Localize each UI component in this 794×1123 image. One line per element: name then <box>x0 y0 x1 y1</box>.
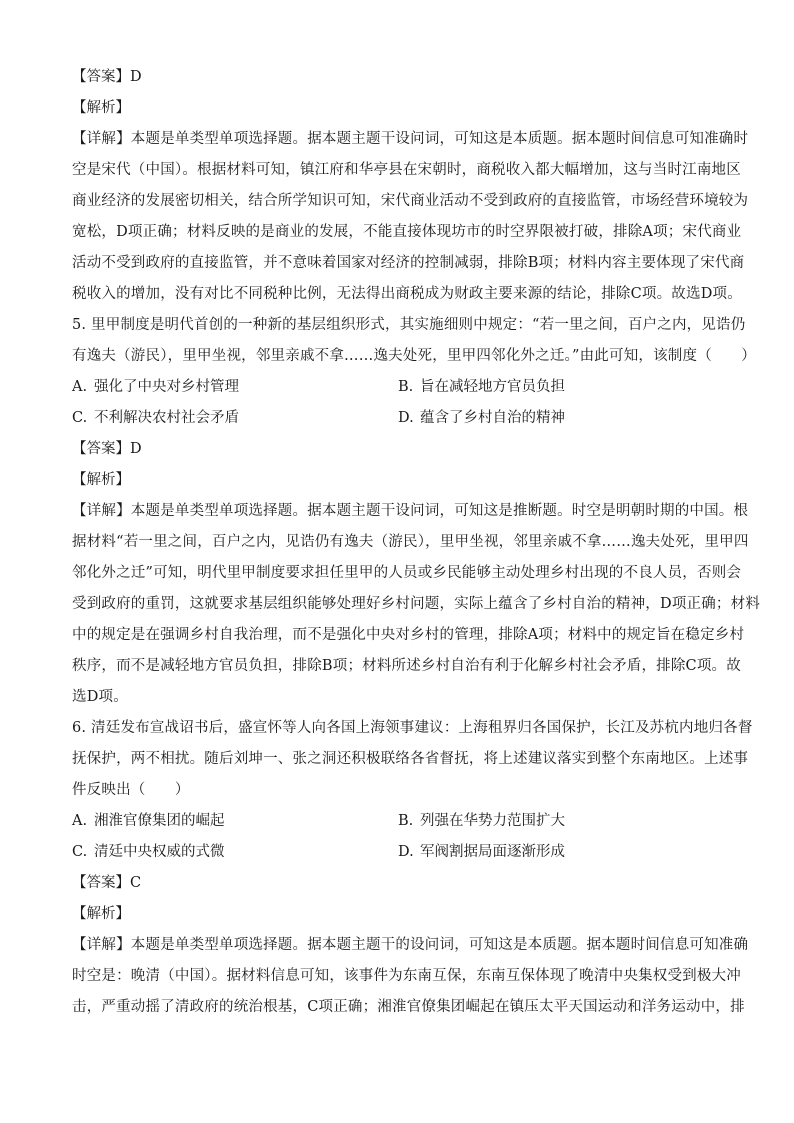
option-text: 蕴含了乡村自治的精神 <box>420 410 565 426</box>
detail-line: 商业经济的发展密切相关，结合所学知识可知，宋代商业活动不受到政府的直接监管，市场经营环境较为 <box>72 193 749 209</box>
option-text: 湘淮官僚集团的崛起 <box>94 813 225 829</box>
detail-line: 【详解】本题是单类型单项选择题。据本题主题干的设问词，可知这是本质题。据本题时间信息可知准确 <box>72 937 749 953</box>
document-page <box>72 62 761 1023</box>
question-stem-line: 6. 清廷发布宣战诏书后，盛宣怀等人向各国上海领事建议：上海租界归各国保护，长江及苏杭内地归各督 <box>72 720 753 736</box>
option-letter: C. <box>72 844 88 860</box>
question-stem-line: 抚保护，两不相扰。随后刘坤一、张之洞还积极联络各省督抚，将上述建议落实到整个东南地区。上述事 <box>72 751 749 767</box>
options-row <box>72 806 724 837</box>
detail-line: 秩序，而不是减轻地方官员负担，排除B项；材料所述乡村自治有利于化解乡村社会矛盾，排除C项。故 <box>72 658 741 674</box>
detail-line: 【详解】本题是单类型单项选择题。据本题主题干设问词，可知这是推断题。时空是明朝时期的中国。根 <box>72 503 749 519</box>
detail-line: 据材料“若一里之间，百户之内，见诰仍有逸夫（游民），里甲坐视，邻里亲戚不拿……逸夫处死，里甲四 <box>72 534 749 550</box>
question-stem-line: 件反映出（ ） <box>72 782 190 798</box>
option-a <box>72 806 398 837</box>
option-letter: D. <box>398 844 414 860</box>
analysis-label: 【解析】 <box>72 100 130 116</box>
detail-line: 受到政府的重罚，这就要求基层组织能够处理好乡村问题，实际上蕴含了乡村自治的精神，D项正确；材料 <box>72 596 761 612</box>
detail-line: 【详解】本题是单类型单项选择题。据本题主题干设问词，可知这是本质题。据本题时间信息可知准确时 <box>72 131 749 147</box>
option-letter: B. <box>398 379 414 395</box>
option-letter: A. <box>72 813 88 829</box>
option-letter: B. <box>398 813 414 829</box>
option-text: 列强在华势力范围扩大 <box>420 813 565 829</box>
detail-block <box>72 124 749 310</box>
option-text: 旨在减轻地方官员负担 <box>420 379 565 395</box>
option-text: 军阀割据局面逐渐形成 <box>420 844 565 860</box>
detail-line: 空是宋代（中国）。根据材料可知，镇江府和华亭县在宋朝时，商税收入都大幅增加，这与当时江南地区 <box>72 162 741 178</box>
detail-line: 选D项。 <box>72 689 128 705</box>
option-letter: C. <box>72 410 88 426</box>
answer-label: 【答案】C <box>72 875 142 891</box>
detail-line: 时空是：晚清（中国）。据材料信息可知，该事件为东南互保，东南互保体现了晚清中央集权受到极大冲 <box>72 968 741 984</box>
detail-line: 税收入的增加，没有对比不同税种比例，无法得出商税成为财政主要来源的结论，排除C项。故选D项。 <box>72 286 742 302</box>
answer-label: 【答案】D <box>72 441 142 457</box>
question-stem-line: 5. 里甲制度是明代首创的一种新的基层组织形式，其实施细则中规定：“若一里之间，百户之内，见诰仍 <box>72 317 746 333</box>
detail-line: 宽松，D项正确；材料反映的是商业的发展，不能直接体现坊市的时空界限被打破，排除A项；宋代商业 <box>72 224 742 240</box>
option-text: 不利解决农村社会矛盾 <box>94 410 239 426</box>
option-d <box>398 403 724 434</box>
option-letter: D. <box>398 410 414 426</box>
detail-line: 中的规定是在强调乡村自我治理，而不是强化中央对乡村的管理，排除A项；材料中的规定旨在稳定乡村 <box>72 627 745 643</box>
option-a <box>72 372 398 403</box>
option-letter: A. <box>72 379 88 395</box>
option-text: 清廷中央权威的式微 <box>94 844 225 860</box>
options-row <box>72 837 724 868</box>
question-stem-line: 有逸夫（游民），里甲坐视，邻里亲戚不拿……逸夫处死，里甲四邻化外之迁。”由此可知，该制度（ ） <box>72 348 757 364</box>
option-text: 强化了中央对乡村管理 <box>94 379 239 395</box>
answer-label: 【答案】D <box>72 69 142 85</box>
option-c <box>72 403 398 434</box>
analysis-label: 【解析】 <box>72 472 130 488</box>
question-5 <box>72 310 761 713</box>
options-row <box>72 403 724 434</box>
analysis-label: 【解析】 <box>72 906 130 922</box>
options-row <box>72 372 724 403</box>
detail-line: 活动不受到政府的直接监管，并不意味着国家对经济的控制减弱，排除B项；材料内容主要体现了宋代商 <box>72 255 745 271</box>
option-d <box>398 837 724 868</box>
detail-line: 邻化外之迁”可知，明代里甲制度要求担任里甲的人员或乡民能够主动处理乡村出现的不良人员，否则会 <box>72 565 742 581</box>
detail-line: 击，严重动摇了清政府的统治根基，C项正确；湘淮官僚集团崛起在镇压太平天国运动和洋务运动中，排 <box>72 999 745 1015</box>
option-c <box>72 837 398 868</box>
option-b <box>398 372 724 403</box>
question-6 <box>72 713 753 1023</box>
option-b <box>398 806 724 837</box>
